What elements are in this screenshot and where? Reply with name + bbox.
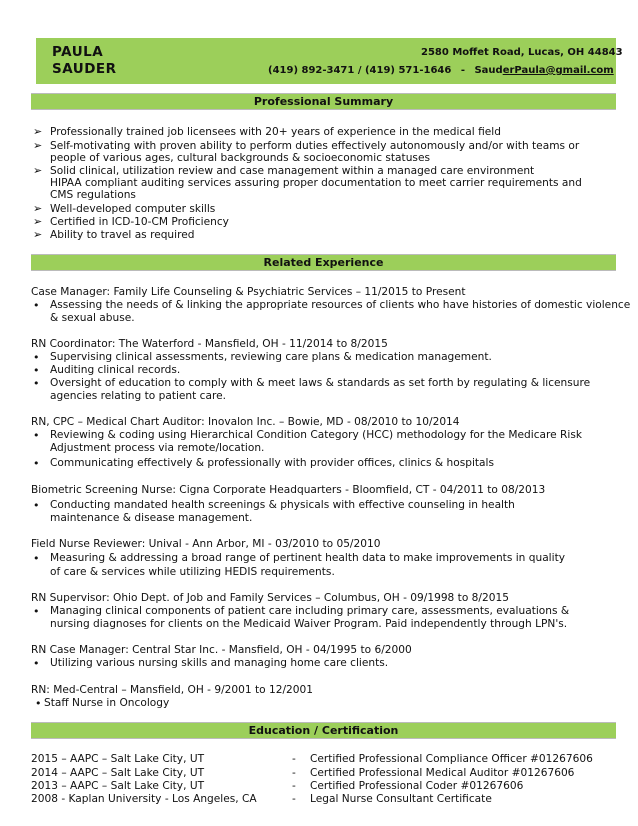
job-duty: Staff Nurse in Oncology <box>44 697 170 709</box>
job-title: RN: Med-Central – Mansfield, OH - 9/2001 to 12/2001 <box>31 684 314 696</box>
header-banner <box>36 38 616 84</box>
bullet-icon: • <box>33 429 40 442</box>
bullet-icon: • <box>33 657 40 670</box>
job-title: RN, CPC – Medical Chart Auditor: Inovalon Inc. – Bowie, MD - 08/2010 to 10/2014 <box>31 416 460 428</box>
job-title: RN Case Manager: Central Star Inc. - Mansfield, OH - 04/1995 to 6/2000 <box>31 644 412 656</box>
job-duty: Assessing the needs of & linking the appropriate resources of clients who have histories of domestic violence <box>50 299 631 311</box>
education-right: Certified Professional Compliance Officer #01267606 <box>310 753 593 765</box>
education-dash: - <box>292 767 296 779</box>
first-name: PAULA <box>52 44 104 60</box>
bullet-icon: • <box>33 364 40 377</box>
bullet-icon: • <box>33 499 40 512</box>
arrow-bullet-icon: ➢ <box>33 215 43 228</box>
arrow-bullet-icon: ➢ <box>33 202 43 215</box>
education-right: Legal Nurse Consultant Certificate <box>310 793 492 805</box>
education-dash: - <box>292 793 296 805</box>
summary-item-cont: people of various ages, cultural backgrounds & socioeconomic statuses <box>50 152 430 164</box>
job-duty: Auditing clinical records. <box>50 364 181 376</box>
summary-item-cont: CMS regulations <box>50 189 136 201</box>
summary-item-cont: HIPAA compliant auditing services assuring proper documentation to meet carrier requirements and <box>50 177 582 189</box>
bullet-icon: • <box>33 605 40 618</box>
arrow-bullet-icon: ➢ <box>33 139 43 152</box>
contact-separator: - <box>460 65 465 76</box>
job-title: Biometric Screening Nurse: Cigna Corporate Headquarters - Bloomfield, CT - 04/2011 to 08/2013 <box>31 484 546 496</box>
last-name: SAUDER <box>52 61 117 77</box>
education-dash: - <box>292 753 296 765</box>
summary-item: Certified in ICD-10-CM Proficiency <box>50 216 229 228</box>
job-title: Field Nurse Reviewer: Unival - Ann Arbor, MI - 03/2010 to 05/2010 <box>31 538 381 550</box>
email-link[interactable]: erPaula@gmail.com <box>502 65 614 76</box>
phones: (419) 892-3471 / (419) 571-1646 <box>268 65 452 76</box>
summary-item: Self-motivating with proven ability to perform duties effectively autonomously and/or with teams or <box>50 140 580 152</box>
summary-item: Solid clinical, utilization review and case management within a managed care environment <box>50 165 535 177</box>
job-duty: Managing clinical components of patient care including primary care, assessments, evaluations & <box>50 605 570 617</box>
job-duty: Reviewing & coding using Hierarchical Condition Category (HCC) methodology for the Medicare Risk <box>50 429 582 441</box>
arrow-bullet-icon: ➢ <box>33 228 43 241</box>
bullet-icon: • <box>33 457 40 470</box>
bullet-icon: • <box>33 351 40 364</box>
education-left: 2008 - Kaplan University - Los Angeles, CA <box>31 793 257 805</box>
job-duty: Supervising clinical assessments, reviewing care plans & medication management. <box>50 351 492 363</box>
job-duty: Conducting mandated health screenings & physicals with effective counseling in health <box>50 499 515 511</box>
education-dash: - <box>292 780 296 792</box>
job-duty-cont: nursing diagnoses for clients on the Medicaid Waiver Program. Paid independently through LPN's. <box>50 618 568 630</box>
education-left: 2015 – AAPC – Salt Lake City, UT <box>31 753 205 765</box>
job-duty-cont: Adjustment process via remote/location. <box>50 442 265 454</box>
bullet-icon: • <box>35 697 42 710</box>
education-right: Certified Professional Coder #01267606 <box>310 780 524 792</box>
job-duty-cont: maintenance & disease management. <box>50 512 253 524</box>
summary-item: Professionally trained job licensees with 20+ years of experience in the medical field <box>50 126 501 138</box>
job-title: RN Coordinator: The Waterford - Mansfield, OH - 11/2014 to 8/2015 <box>31 338 388 350</box>
bullet-icon: • <box>33 377 40 390</box>
email-prefix: Saud <box>474 65 503 76</box>
education-left: 2014 – AAPC – Salt Lake City, UT <box>31 767 205 779</box>
job-title: Case Manager: Family Life Counseling & Psychiatric Services – 11/2015 to Present <box>31 286 466 298</box>
education-left: 2013 – AAPC – Salt Lake City, UT <box>31 780 205 792</box>
education-right: Certified Professional Medical Auditor #01267606 <box>310 767 575 779</box>
experience-header: Related Experience <box>31 254 616 271</box>
address: 2580 Moffet Road, Lucas, OH 44843 <box>421 47 623 58</box>
job-duty: Oversight of education to comply with & meet laws & standards as set forth by regulating & licensure <box>50 377 591 389</box>
arrow-bullet-icon: ➢ <box>33 125 43 138</box>
bullet-icon: • <box>33 552 40 565</box>
bullet-icon: • <box>33 299 40 312</box>
job-duty-cont: & sexual abuse. <box>50 312 135 324</box>
summary-header: Professional Summary <box>31 93 616 110</box>
contact-line <box>268 65 614 76</box>
education-header: Education / Certification <box>31 722 616 739</box>
job-duty-cont: of care & services while utilizing HEDIS requirements. <box>50 566 335 578</box>
job-title: RN Supervisor: Ohio Dept. of Job and Family Services – Columbus, OH - 09/1998 to 8/2015 <box>31 592 509 604</box>
arrow-bullet-icon: ➢ <box>33 164 43 177</box>
job-duty-cont: agencies relating to patient care. <box>50 390 226 402</box>
summary-item: Well-developed computer skills <box>50 203 216 215</box>
job-duty: Communicating effectively & professionally with provider offices, clinics & hospitals <box>50 457 494 469</box>
job-duty: Utilizing various nursing skills and managing home care clients. <box>50 657 389 669</box>
summary-item: Ability to travel as required <box>50 229 195 241</box>
job-duty: Measuring & addressing a broad range of pertinent health data to make improvements in quality <box>50 552 565 564</box>
